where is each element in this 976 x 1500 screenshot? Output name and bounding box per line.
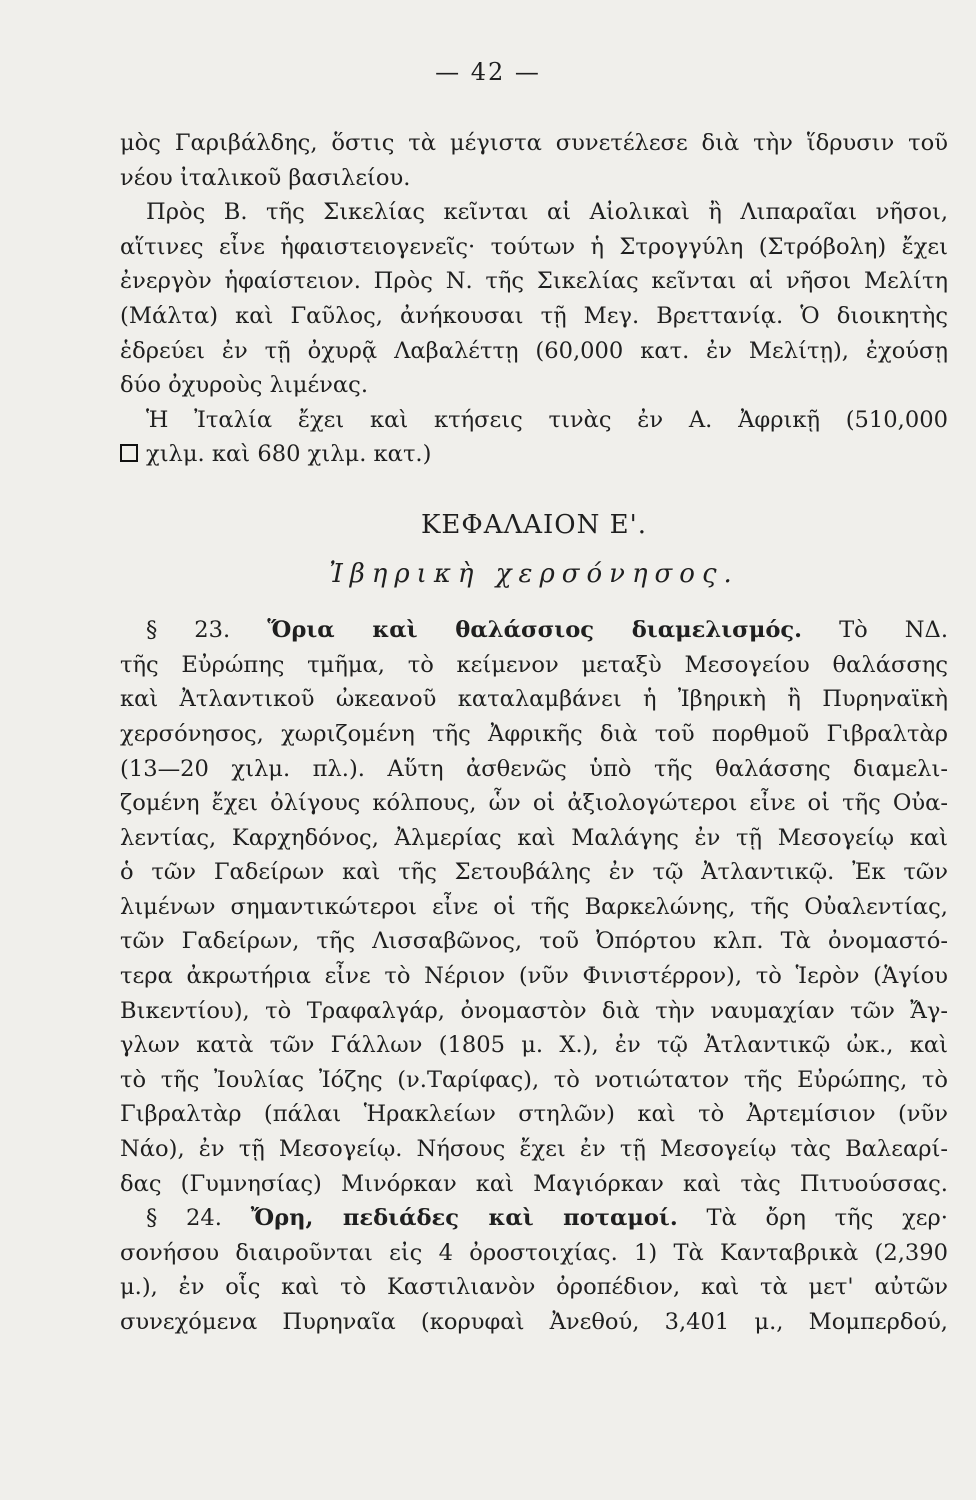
text-line: τὸ τῆς Ἰουλίας Ἰόζης (ν.Ταρίφας), τὸ νοτιώτατον τῆς Εὐρώπης, τὸ bbox=[120, 1066, 948, 1093]
chapter-subheading: Ἰβηρικὴ χερσόνησος. bbox=[329, 558, 739, 589]
text-line: λεντίας, Καρχηδόνος, Ἀλμερίας καὶ Μαλάγης ἐν τῇ Μεσογείῳ καὶ bbox=[120, 824, 948, 851]
text-line: (Μάλτα) καὶ Γαῦλος, ἀνήκουσαι τῇ Μεγ. Βρεττανίᾳ. Ὁ διοικητὴς bbox=[120, 302, 948, 329]
text-line: δας (Γυμνησίας) Μινόρκαν καὶ Μαγιόρκαν καὶ τὰς Πιτυούσσας. bbox=[120, 1170, 948, 1197]
text-line: Βικεντίου), τὸ Τραφαλγάρ, ὀνομαστὸν διὰ τὴν ναυμαχίαν τῶν Ἄγ- bbox=[120, 997, 948, 1024]
body-text bbox=[120, 126, 948, 1340]
section-24-first-line bbox=[120, 1201, 948, 1236]
section-24-title: Ὄρη, πεδιάδες καὶ ποταμοί. bbox=[250, 1205, 678, 1232]
text-line: τῶν Γαδείρων, τῆς Λισσαβῶνος, τοῦ Ὀπόρτου κλπ. Τὰ ὀνομαστό- bbox=[120, 928, 948, 955]
text-line: αἵτινες εἶνε ἡφαιστειογενεῖς· τούτων ἡ Στρογγύλη (Στρόβολη) ἔχει bbox=[120, 233, 948, 260]
text-line-with-box bbox=[120, 437, 948, 472]
text-line: χερσόνησος, χωριζομένη τῆς Ἀφρικῆς διὰ τοῦ πορθμοῦ Γιβραλτὰρ bbox=[120, 720, 948, 747]
text-line: τῆς Εὐρώπης τμῆμα, τὸ κείμενον μεταξὺ Μεσογείου θαλάσσης bbox=[120, 651, 948, 678]
text-line: νέου ἰταλικοῦ βασιλείου. bbox=[120, 164, 411, 191]
text-line: Γιβραλτὰρ (πάλαι Ἡρακλείων στηλῶν) καὶ τὸ Ἀρτεμίσιον (νῦν bbox=[120, 1101, 948, 1128]
section-23-number: § 23. bbox=[146, 617, 231, 644]
text-line: ζομένη ἔχει ὀλίγους κόλπους, ὧν οἱ ἀξιολογώτεροι εἶνε οἱ τῆς Οὐα- bbox=[120, 790, 948, 817]
text-line: ὁ τῶν Γαδείρων καὶ τῆς Σετουβάλης ἐν τῷ Ἀτλαντικῷ. Ἐκ τῶν bbox=[120, 859, 948, 886]
text-line: λιμένων σημαντικώτεροι εἶνε οἱ τῆς Βαρκελώνης, τῆς Οὐαλεντίας, bbox=[120, 893, 948, 920]
text-line: Νάο), ἐν τῇ Μεσογείῳ. Νήσους ἔχει ἐν τῇ Μεσογείῳ τὰς Βαλεαρί- bbox=[120, 1136, 948, 1163]
text-line: καὶ Ἀτλαντικοῦ ὠκεανοῦ καταλαμβάνει ἡ Ἰβηρικὴ ἢ Πυρηναϊκὴ bbox=[120, 686, 948, 713]
section-23-first-line-rest: Τὸ ΝΔ. bbox=[839, 617, 948, 644]
text-line: τερα ἀκρωτήρια εἶνε τὸ Νέριον (νῦν Φινιστέρρον), τὸ Ἱερὸν (Ἁγίου bbox=[120, 963, 948, 990]
text-line: σονήσου διαιροῦνται εἰς 4 ὀροστοιχίας. 1) Τὰ Κανταβρικὰ (2,390 bbox=[120, 1239, 948, 1266]
section-24-number: § 24. bbox=[146, 1205, 222, 1232]
text-line: γλων κατὰ τῶν Γάλλων (1805 μ. Χ.), ἐν τῷ Ἀτλαντικῷ ὠκ., καὶ bbox=[120, 1032, 948, 1059]
text-line: ἑδρεύει ἐν τῇ ὀχυρᾷ Λαβαλέττῃ (60,000 κατ. ἐν Μελίτῃ), ἐχούσῃ bbox=[120, 337, 948, 364]
text-line: δύο ὀχυροὺς λιμένας. bbox=[120, 372, 369, 399]
text-line-content: χιλμ. καὶ 680 χιλμ. κατ.) bbox=[146, 441, 432, 468]
text-line: συνεχόμενα Πυρηναῖα (κορυφαὶ Ἀνεθού, 3,401 μ., Μομπερδού, bbox=[120, 1309, 948, 1335]
text-line: μ.), ἐν οἷς καὶ τὸ Καστιλιανὸν ὀροπέδιον, καὶ τὰ μετ' αὐτῶν bbox=[120, 1274, 948, 1301]
section-23-first-line bbox=[120, 613, 948, 648]
text-line: μὸς Γαριβάλδης, ὅστις τὰ μέγιστα συνετέλεσε διὰ τὴν ἵδρυσιν τοῦ bbox=[120, 130, 948, 156]
page-number: — 42 — bbox=[435, 58, 541, 86]
chapter-heading: ΚΕΦΑΛΑΙΟΝ Ε'. bbox=[420, 509, 648, 540]
text-line: ἐνεργὸν ἡφαίστειον. Πρὸς Ν. τῆς Σικελίας κεῖνται αἱ νῆσοι Μελίτη bbox=[120, 268, 948, 295]
section-24-first-line-rest: Τὰ ὄρη τῆς χερ· bbox=[706, 1205, 948, 1232]
text-line: Πρὸς Β. τῆς Σικελίας κεῖνται αἱ Αἰολικαὶ ἢ Λιπαραῖαι νῆσοι, bbox=[146, 199, 948, 226]
text-line: (13—20 χιλμ. πλ.). Αὕτη ἀσθενῶς ὑπὸ τῆς θαλάσσης διαμελι- bbox=[120, 755, 948, 782]
text-line: Ἡ Ἰταλία ἔχει καὶ κτήσεις τινὰς ἐν Α. Ἀφρικῇ (510,000 bbox=[146, 406, 948, 433]
square-box-icon bbox=[120, 444, 138, 462]
section-23-title: Ὅρια καὶ θαλάσσιος διαμελισμός. bbox=[267, 617, 803, 644]
